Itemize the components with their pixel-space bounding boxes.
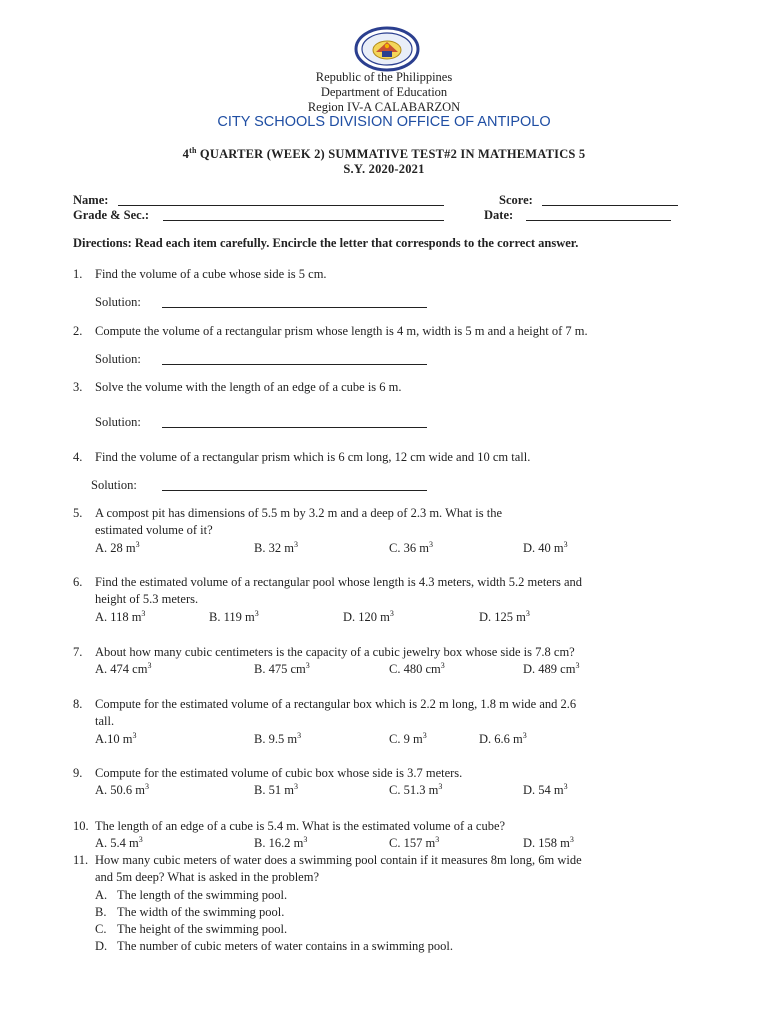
item-number: 4. [73, 450, 83, 464]
item-text: A compost pit has dimensions of 5.5 m by 3.2 m and a deep of 2.3 m. What is the [95, 506, 503, 520]
solution-line[interactable] [162, 364, 427, 365]
option-b[interactable]: B. 16.2 $m^3$ [254, 834, 308, 850]
header-division: CITY SCHOOLS DIVISION OFFICE OF ANTIPOLO [217, 114, 551, 130]
item-number: 10. [73, 819, 89, 833]
deped-seal-icon [354, 26, 420, 72]
option-b[interactable]: B. 32 $m^3$ [254, 539, 298, 555]
option-c[interactable]: C. 480 $cm^3$ [389, 660, 445, 676]
test-title: 4th QUARTER (WEEK 2) SUMMATIVE TEST#2 IN MATHEMATICS 5 [182, 145, 586, 161]
item-number: 2. [73, 324, 83, 338]
option-d[interactable]: D. 6.6 $m^3$ [479, 730, 527, 746]
item-number: 9. [73, 766, 83, 780]
choice-b[interactable]: B. [95, 905, 107, 919]
solution-label: Solution: [95, 415, 141, 429]
option-d[interactable]: D. 158 $m^3$ [523, 834, 574, 850]
option-d[interactable]: D. 40 $m^3$ [523, 539, 568, 555]
option-b[interactable]: B. 119 $m^3$ [209, 608, 259, 624]
item-number: 3. [73, 380, 83, 394]
item-text: Find the volume of a cube whose side is 5 cm. [95, 267, 327, 281]
choice-a-text: The length of the swimming pool. [117, 888, 288, 902]
item-text: Compute for the estimated volume of a rectangular box which is 2.2 m long, 1.8 m wide and 2.6 [95, 697, 577, 711]
option-a[interactable]: A. 474 $cm^3$ [95, 660, 152, 676]
item-text: How many cubic meters of water does a swimming pool contain if it measures 8m long, 6m wide [95, 853, 582, 867]
grade-field[interactable] [163, 220, 444, 221]
choice-d[interactable]: D. [95, 939, 108, 953]
item-text: tall. [95, 714, 115, 728]
grade-label: Grade & Sec.: [73, 208, 150, 222]
item-number: 5. [73, 506, 83, 520]
option-c[interactable]: D. 120 $m^3$ [343, 608, 394, 624]
score-field[interactable] [542, 205, 678, 206]
header-department: Department of Education [320, 85, 448, 99]
option-d[interactable]: D. 489 $cm^3$ [523, 660, 580, 676]
option-a[interactable]: A. 5.4 $m^3$ [95, 834, 143, 850]
school-year: S.Y. 2020-2021 [343, 162, 425, 176]
solution-label: Solution: [91, 478, 137, 492]
item-text: Solve the volume with the length of an edge of a cube is 6 m. [95, 380, 402, 394]
option-c[interactable]: C. 9 $m^3$ [389, 730, 427, 746]
option-b[interactable]: B. 9.5 $m^3$ [254, 730, 302, 746]
option-d[interactable]: D. 125 $m^3$ [479, 608, 530, 624]
option-b[interactable]: B. 51 $m^3$ [254, 781, 298, 797]
solution-label: Solution: [95, 295, 141, 309]
date-label: Date: [484, 208, 514, 222]
item-text: Compute for the estimated volume of cubic box whose side is 3.7 meters. [95, 766, 463, 780]
item-number: 1. [73, 267, 83, 281]
solution-line[interactable] [162, 427, 427, 428]
solution-line[interactable] [162, 307, 427, 308]
option-a[interactable]: A.10 $m^3$ [95, 730, 137, 746]
choice-d-text: The number of cubic meters of water contains in a swimming pool. [117, 939, 454, 953]
item-text: Compute the volume of a rectangular prism whose length is 4 m, width is 5 m and a height of 7 m. [95, 324, 588, 338]
option-d[interactable]: D. 54 $m^3$ [523, 781, 568, 797]
score-label: Score: [499, 193, 533, 207]
item-number: 8. [73, 697, 83, 711]
item-text: and 5m deep? What is asked in the problem? [95, 870, 320, 884]
item-text: height of 5.3 meters. [95, 592, 199, 606]
option-a[interactable]: A. 50.6 $m^3$ [95, 781, 149, 797]
option-c[interactable]: C. 36 $m^3$ [389, 539, 433, 555]
item-text: Find the volume of a rectangular prism which is 6 cm long, 12 cm wide and 10 cm tall. [95, 450, 531, 464]
option-c[interactable]: C. 157 $m^3$ [389, 834, 440, 850]
name-label: Name: [73, 193, 109, 207]
option-a[interactable]: A. 28 $m^3$ [95, 539, 140, 555]
item-text: About how many cubic centimeters is the capacity of a cubic jewelry box whose side is 7.8 cm? [95, 645, 575, 659]
date-field[interactable] [526, 220, 671, 221]
name-field[interactable] [118, 205, 444, 206]
item-number: 6. [73, 575, 83, 589]
option-b[interactable]: B. 475 $cm^3$ [254, 660, 310, 676]
item-number: 7. [73, 645, 83, 659]
choice-c-text: The height of the swimming pool. [117, 922, 288, 936]
choice-a[interactable]: A. [95, 888, 108, 902]
directions: Directions: Read each item carefully. Encircle the letter that corresponds to the correct answer. [73, 236, 579, 250]
solution-label: Solution: [95, 352, 141, 366]
option-c[interactable]: C. 51.3 $m^3$ [389, 781, 443, 797]
item-text: estimated volume of it? [95, 523, 213, 537]
header-region: Region IV-A CALABARZON [307, 100, 461, 114]
header-republic: Republic of the Philippines [315, 70, 453, 84]
item-text: Find the estimated volume of a rectangular pool whose length is 4.3 meters, width 5.2 meters and [95, 575, 583, 589]
item-text: The length of an edge of a cube is 5.4 m. What is the estimated volume of a cube? [95, 819, 506, 833]
option-a[interactable]: A. 118 $m^3$ [95, 608, 146, 624]
choice-c[interactable]: C. [95, 922, 107, 936]
choice-b-text: The width of the swimming pool. [117, 905, 285, 919]
solution-line[interactable] [162, 490, 427, 491]
item-number: 11. [73, 853, 89, 867]
